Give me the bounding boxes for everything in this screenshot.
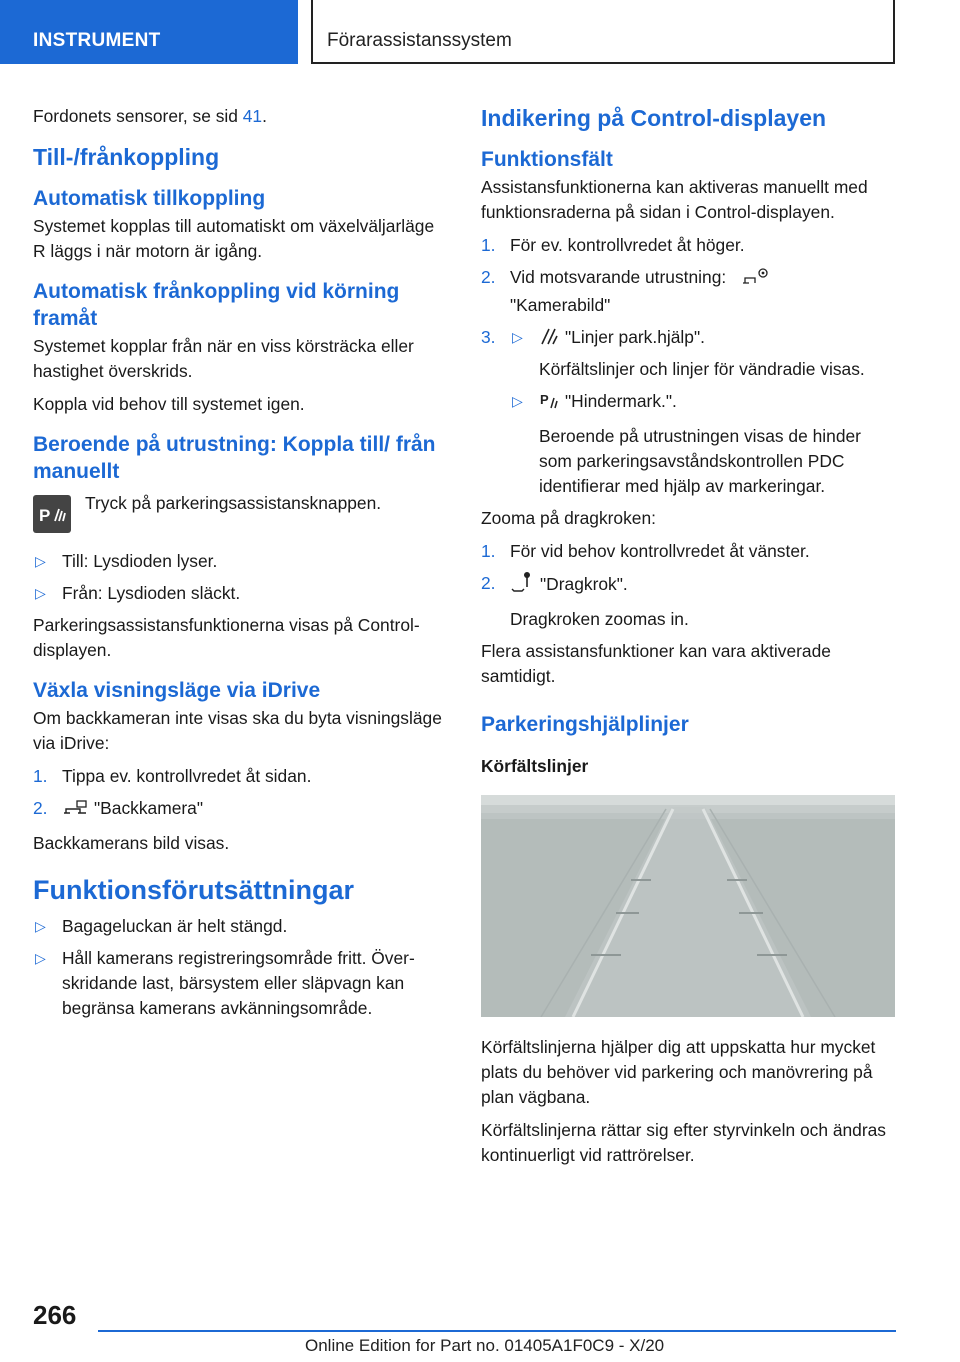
text-lane2: Körfältslinjerna rättar sig efter styrvinkeln och ändras kontinuerligt vid rattrörelser. (481, 1120, 886, 1165)
footer-divider (98, 1330, 896, 1332)
lane-lines-illustration (481, 795, 895, 1017)
heading-display: Indikering på Control-displayen (481, 105, 827, 131)
triangle-icon: ▷ (35, 553, 46, 569)
rear-camera-icon (62, 799, 88, 824)
heading-auto-on: Automatisk tillkoppling (33, 187, 266, 210)
pdc-button-row (33, 491, 447, 535)
triangle-icon: ▷ (512, 329, 523, 345)
chapter-title: Förarassistanssystem (311, 0, 895, 64)
intro-text: Fordonets sensorer, se sid 41. (33, 106, 267, 126)
heading-lane: Körfältslinjer (481, 756, 589, 776)
list-item: ▷ Från: Lysdioden släckt. (33, 581, 447, 606)
right-column (481, 104, 897, 1176)
heading-manual: Beroende på utrustning: Koppla till/ från manuellt (33, 433, 436, 483)
step-item: 2. Vid motsvarande utrustning: "Kamerabild" (481, 265, 897, 318)
text-auto-on: Systemet kopplas till automatiskt om växelväljarläge R läggs i när motorn är igång. (33, 216, 435, 261)
svg-text:P: P (39, 506, 51, 525)
heading-auto-off: Automatisk frånkoppling vid körning framåt (33, 280, 400, 330)
zoom-result: Dragkroken zoomas in. (510, 609, 689, 629)
triangle-icon: ▷ (512, 393, 523, 409)
obstacle-marker-icon (539, 390, 559, 417)
list-item: ▷ Bagageluckan är helt stängd. (33, 914, 447, 939)
triangle-icon: ▷ (35, 950, 46, 966)
section-tab: INSTRUMENT (0, 0, 298, 64)
text-field: Assistansfunktionerna kan aktiveras manuellt med funktionsraderna på sidan i Control-displayen. (481, 177, 868, 222)
text-functions: Parkeringsassistansfunktionerna visas på Control-displayen. (33, 615, 420, 660)
text-lane1: Körfältslinjerna hjälper dig att uppskatta hur mycket plats du behöver vid parkering och manövrering på plan vägbana. (481, 1037, 876, 1107)
footer-edition: Online Edition for Part no. 01405A1F0C9 - X/20 (305, 1336, 665, 1355)
sub1-desc: Körfältslinjer och linjer för vändradie visas. (539, 359, 865, 379)
step-item: 1. Tippa ev. kontrollvredet åt sidan. (33, 766, 312, 786)
page-number: 266 (33, 1300, 77, 1330)
heading-switch: Växla visningsläge via iDrive (33, 679, 321, 702)
sub2-desc: Beroende på utrustningen visas de hinder som parkeringsavståndskontrollen PDC identifierar med hjälp av markeringar. (539, 426, 861, 496)
parking-assist-button-icon (33, 495, 71, 533)
triangle-icon: ▷ (35, 918, 46, 934)
parking-lines-icon (539, 326, 559, 353)
step-item: 2. "Backkamera" (33, 796, 447, 824)
sub-item: ▷ P "Hindermark.". (481, 389, 897, 417)
step-item: 2. "Dragkrok". (481, 571, 897, 600)
step-item: 1. För vid behov kontrollvredet åt vänster. (481, 541, 810, 561)
pdc-button-text: Tryck på parkeringsassistansknappen. (85, 493, 382, 513)
step-item: 3. ▷ "Linjer park.hjälp". (481, 325, 897, 353)
camera-settings-icon (741, 266, 771, 293)
svg-text:P: P (540, 392, 549, 407)
heading-till-fran: Till-/frånkoppling (33, 144, 220, 170)
text-image-shown: Backkamerans bild visas. (33, 833, 230, 853)
heading-lines: Parkeringshjälplinjer (481, 713, 689, 736)
page-link[interactable]: 41 (242, 106, 263, 126)
text-switch: Om backkameran inte visas ska du byta visningsläge via iDrive: (33, 708, 442, 753)
text-auto-off: Systemet kopplar från när en viss körsträcka eller hastighet överskrids. (33, 336, 414, 381)
text-zoom: Zooma på dragkroken: (481, 508, 656, 528)
list-item: ▷ Till: Lysdioden lyser. (33, 549, 447, 574)
text-reconnect: Koppla vid behov till systemet igen. (33, 394, 305, 414)
left-column (33, 104, 447, 1028)
tow-hook-icon (510, 571, 534, 600)
list-item: ▷ Håll kamerans registreringsområde fritt. Överskridande last, bärsystem eller släpvagn kan begränsa kamerans avkänningsområde. (35, 948, 415, 1018)
heading-field: Funktionsfält (481, 148, 613, 171)
triangle-icon: ▷ (35, 585, 46, 601)
heading-requirements: Funktionsförutsättningar (33, 875, 354, 905)
text-multi: Flera assistansfunktioner kan vara aktiverade samtidigt. (481, 641, 831, 686)
step-item: 1. För ev. kontrollvredet åt höger. (481, 235, 745, 255)
